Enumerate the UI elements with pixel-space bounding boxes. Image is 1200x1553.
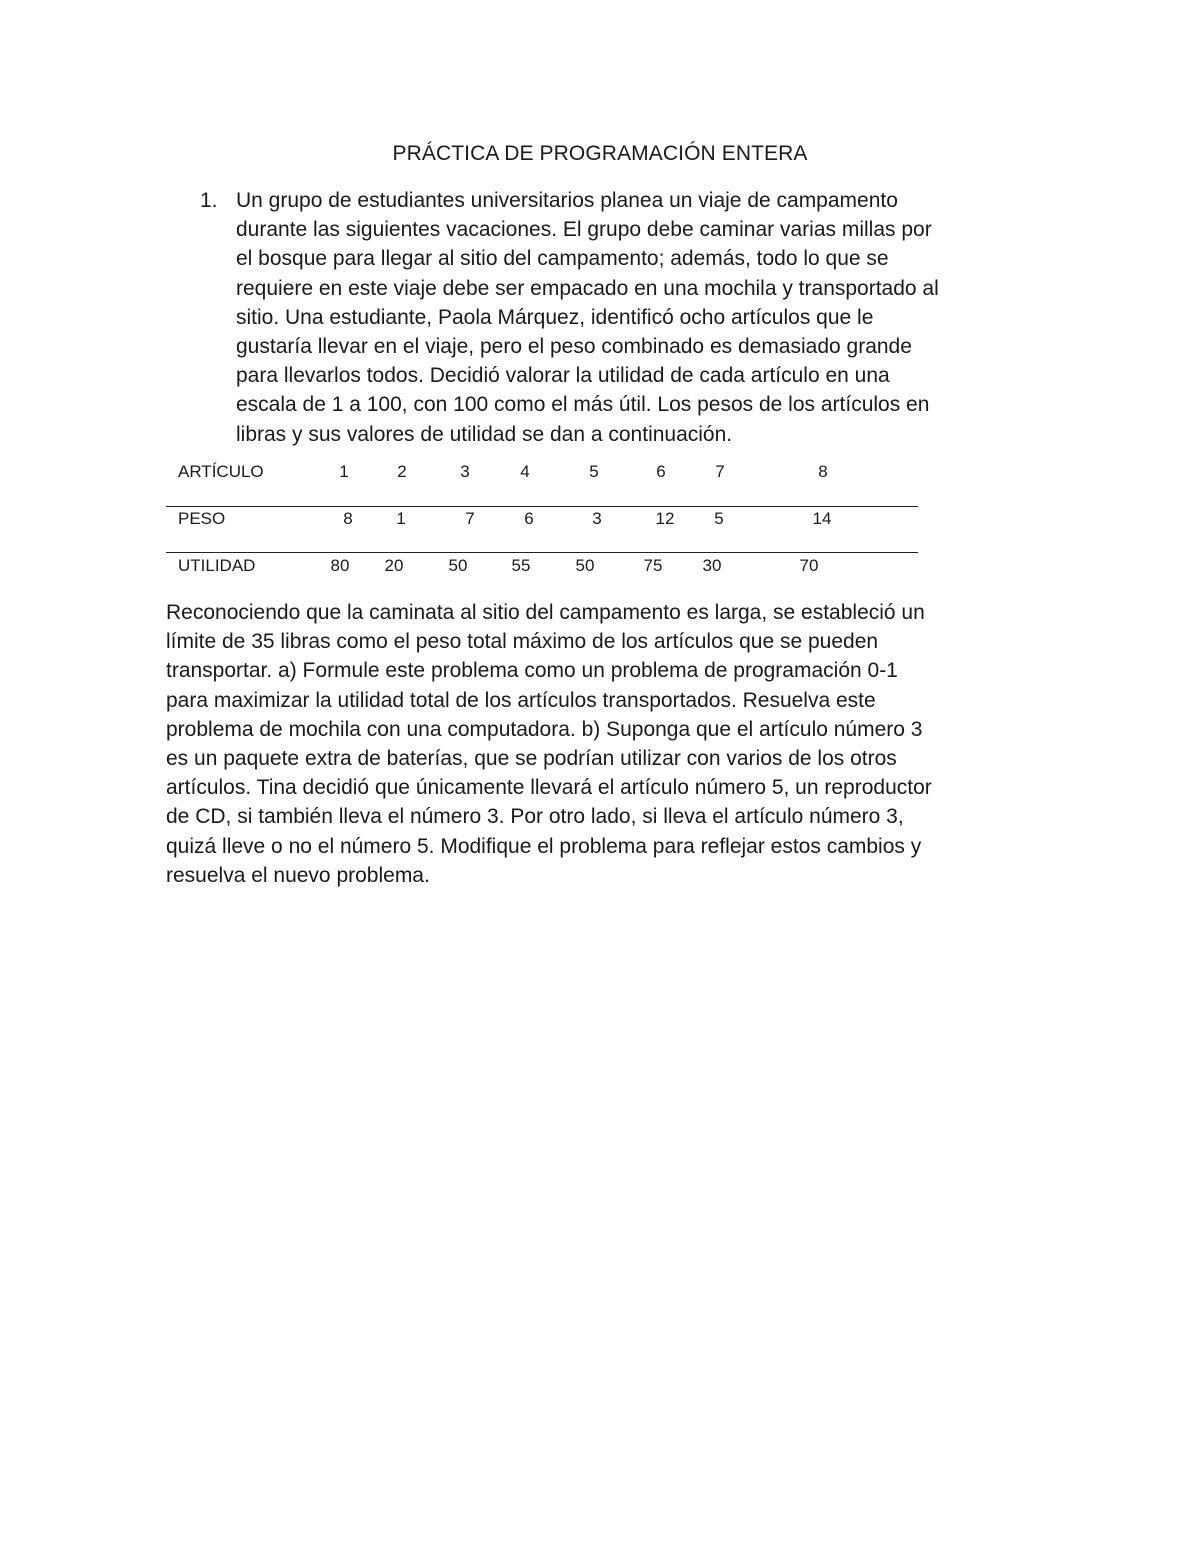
articulo-cell: 6 xyxy=(656,462,666,481)
peso-cell: 1 xyxy=(396,509,406,528)
utilidad-cell: 50 xyxy=(448,556,468,575)
peso-cell: 12 xyxy=(655,509,675,528)
peso-cell: 7 xyxy=(465,509,475,528)
peso-cell: 8 xyxy=(343,509,353,528)
row-label-peso: PESO xyxy=(178,509,226,528)
closing-line: de CD, si también lleva el número 3. Por otro lado, si lleva el artículo número 3, xyxy=(166,805,904,829)
peso-cell: 14 xyxy=(812,509,832,528)
articulo-cell: 1 xyxy=(339,462,349,481)
table-rule xyxy=(166,506,918,507)
closing-line: para maximizar la utilidad total de los artículos transportados. Resuelva este xyxy=(166,688,876,712)
articulo-cell: 4 xyxy=(520,462,530,481)
articulo-cell: 5 xyxy=(589,462,599,481)
problem-line: libras y sus valores de utilidad se dan a continuación. xyxy=(236,422,733,446)
peso-cell: 6 xyxy=(524,509,534,528)
table-rule xyxy=(166,552,918,553)
articulo-cell: 8 xyxy=(818,462,828,481)
closing-line: problema de mochila con una computadora. b) Suponga que el artículo número 3 xyxy=(166,717,923,741)
utilidad-cell: 75 xyxy=(643,556,663,575)
closing-line: quizá lleve o no el número 5. Modifique el problema para reflejar estos cambios y xyxy=(166,834,922,858)
problem-line: durante las siguientes vacaciones. El grupo debe caminar varias millas por xyxy=(236,218,932,242)
row-label-articulo: ARTÍCULO xyxy=(178,462,264,481)
peso-cell: 3 xyxy=(592,509,602,528)
closing-line: límite de 35 libras como el peso total máximo de los artículos que se pueden xyxy=(166,630,879,654)
problem-line: el bosque para llegar al sitio del campamento; además, todo lo que se xyxy=(236,247,889,271)
utilidad-cell: 70 xyxy=(799,556,819,575)
utilidad-cell: 20 xyxy=(384,556,404,575)
closing-line: artículos. Tina decidió que únicamente llevará el artículo número 5, un reproductor xyxy=(166,776,932,800)
document-title: PRÁCTICA DE PROGRAMACIÓN ENTERA xyxy=(392,142,808,165)
closing-line: resuelva el nuevo problema. xyxy=(166,863,430,887)
utilidad-cell: 30 xyxy=(702,556,722,575)
utilidad-cell: 55 xyxy=(511,556,531,575)
peso-cell: 5 xyxy=(714,509,724,528)
closing-line: Reconociendo que la caminata al sitio del campamento es larga, se estableció un xyxy=(166,601,925,624)
problem-line: requiere en este viaje debe ser empacado en una mochila y transportado al xyxy=(236,276,939,300)
articulo-cell: 2 xyxy=(397,462,407,481)
problem-line: Un grupo de estudiantes universitarios planea un viaje de campamento xyxy=(236,189,898,212)
row-label-utilidad: UTILIDAD xyxy=(178,556,256,575)
utilidad-cell: 80 xyxy=(330,556,350,575)
articulo-cell: 3 xyxy=(460,462,470,481)
items-table xyxy=(0,0,1200,600)
problem-number: 1. xyxy=(200,189,218,212)
closing-paragraph xyxy=(166,598,1046,890)
articulo-cell: 7 xyxy=(715,462,725,481)
problem-line: sitio. Una estudiante, Paola Márquez, identificó ocho artículos que le xyxy=(236,305,874,329)
problem-line: escala de 1 a 100, con 100 como el más útil. Los pesos de los artículos en xyxy=(236,393,930,417)
closing-line: transportar. a) Formule este problema como un problema de programación 0-1 xyxy=(166,659,898,683)
closing-line: es un paquete extra de baterías, que se podrían utilizar con varios de los otros xyxy=(166,747,897,771)
problem-line: para llevarlos todos. Decidió valorar la utilidad de cada artículo en una xyxy=(236,364,890,388)
problem-line: gustaría llevar en el viaje, pero el peso combinado es demasiado grande xyxy=(236,335,912,359)
utilidad-cell: 50 xyxy=(575,556,595,575)
